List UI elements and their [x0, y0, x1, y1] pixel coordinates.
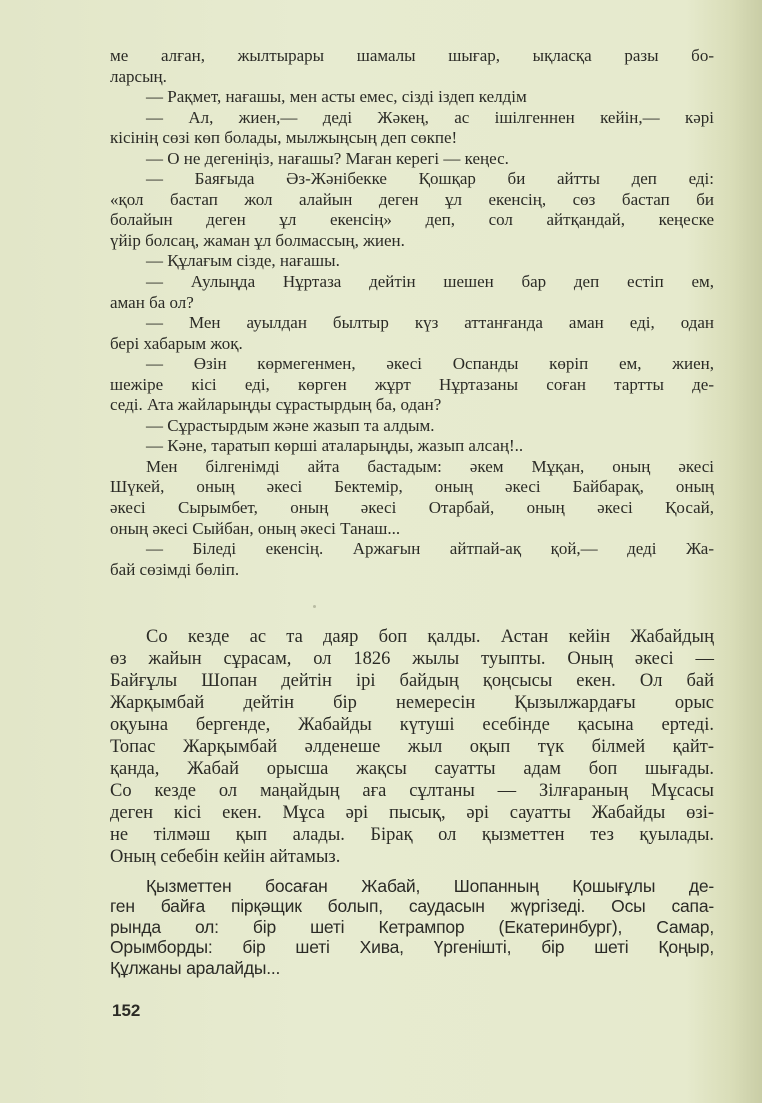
paragraph [110, 876, 714, 978]
text-line: Қызметтен босаған Жабай, Шопанның Қошығұлы де- [146, 876, 714, 896]
text-line: рында ол: бір шеті Кетрампор (Екатеринбург), Самар, [110, 916, 714, 937]
text-line: бай сөзімді бөліп. [110, 559, 240, 579]
text-line: Жарқымбай дейтін бір немересін Қызылжардағы орыс [110, 693, 714, 713]
paragraph [110, 149, 714, 170]
text-line: үйір болсаң, жаман ұл болмассың, жиен. [110, 230, 405, 250]
text-line: оқуына бергенде, Жабайды күтуші есебінде қасына ертеді. [110, 715, 714, 735]
paragraph [110, 169, 714, 251]
paragraph [110, 457, 714, 539]
page-number: 152 [112, 1001, 141, 1020]
paragraph [110, 436, 714, 457]
text-line: Топас Жарқымбай әлденеше жыл оқып түк білмей қайт- [110, 737, 714, 757]
text-line: бері хабарым жоқ. [110, 333, 243, 353]
text-line: «қол бастап жол алайын деген ұл екенсің, сөз бастап би [110, 189, 714, 209]
text-line: — Кәне, таратып көрші аталарыңды, жазып алсаң!.. [146, 436, 524, 456]
paragraph [110, 108, 714, 149]
text-line: Со кезде ол маңайдың аға сұлтаны — Зілғараның Мұсасы [110, 781, 714, 801]
text-line: — Баяғыда Әз-Жәнібекке Қошқар би айтты деп еді: [146, 169, 714, 189]
text-line: — Мен ауылдан былтыр күз аттанғанда аман еді, одан [146, 313, 714, 333]
text-line: қанда, Жабай орысша жақсы сауатты адам боп шығады. [110, 759, 714, 779]
text-section-dialogue [110, 46, 714, 580]
text-line: — Аулыңда Нұртаза дейтін шешен бар деп естіп ем, [146, 272, 714, 292]
text-section-narrative [110, 626, 714, 868]
paragraph [110, 272, 714, 313]
paragraph [110, 313, 714, 354]
paragraph [110, 251, 714, 272]
text-line: оның әкесі Сыйбан, оның әкесі Танаш... [110, 518, 401, 538]
paragraph [110, 354, 714, 416]
text-line: Орымборды: бір шеті Хива, Үргенішті, бір шеті Қоңыр, [110, 937, 714, 958]
text-line: — Ал, жиен,— деді Жәкең, ас ішілгеннен кейін,— кәрі [146, 107, 714, 127]
text-line: седі. Ата жайларыңды сұрастырдың ба, одан? [110, 395, 442, 415]
paragraph [110, 87, 714, 108]
text-section-travels [110, 876, 714, 978]
text-line: ме алған, жылтырары шамалы шығар, ықласқа разы бо- [110, 46, 714, 65]
text-line: Шүкей, оның әкесі Бектемір, оның әкесі Байбарақ, оның [110, 477, 714, 497]
text-line: Оның себебін кейін айтамыз. [110, 847, 341, 867]
paragraph [110, 46, 714, 87]
text-line: аман ба ол? [110, 292, 194, 312]
text-line: — Өзін көрмегенмен, әкесі Оспанды көріп ем, жиен, [146, 354, 714, 374]
text-line: — О не дегеніңіз, нағашы? Маған керегі — кеңес. [146, 148, 509, 168]
text-line: — Құлағым сізде, нағашы. [146, 251, 340, 271]
text-line: — Сұрастырдым және жазып та алдым. [146, 415, 435, 435]
text-line: шежіре кісі еді, көрген жұрт Нұртазаны соған тартты де- [110, 374, 714, 394]
scan-speck [313, 605, 316, 608]
text-line: деген кісі екен. Мұса әрі пысық, әрі сауатты Жабайды өзі- [110, 803, 714, 823]
text-line: болайын деген ұл екенсің» деп, сол айтқандай, кеңеске [110, 210, 714, 230]
text-line: — Рақмет, нағашы, мен асты емес, сізді іздеп келдім [146, 87, 527, 107]
text-line: — Біледі екенсің. Аржағын айтпай-ақ қой,— деді Жа- [146, 539, 714, 559]
paragraph [110, 626, 714, 868]
text-line: кісінің сөзі көп болады, мылжыңсың деп сөкпе! [110, 128, 458, 148]
text-line: Мен білгенімді айта бастадым: әкем Мұқан, оның әкесі [146, 456, 714, 476]
text-line: не тілмәш қып алады. Бірақ ол қызметтен тез қуылады. [110, 825, 714, 845]
text-line: ген байға пірқәщик болып, саудасын жүргізеді. Осы сапа- [110, 896, 714, 917]
paragraph [110, 539, 714, 580]
text-line: әкесі Сырымбет, оның әкесі Отарбай, оның әкесі Қосай, [110, 498, 714, 518]
text-line: ларсың. [110, 66, 167, 86]
text-line: Со кезде ас та даяр боп қалды. Астан кейін Жабайдың [146, 627, 714, 647]
text-line: Құлжаны аралайды... [110, 957, 281, 978]
text-line: өз жайын сұрасам, ол 1826 жылы туыпты. Оның әкесі — [110, 649, 714, 669]
paragraph [110, 416, 714, 437]
text-line: Байғұлы Шопан дейтін ірі байдың қоңсысы екен. Ол бай [110, 671, 714, 691]
